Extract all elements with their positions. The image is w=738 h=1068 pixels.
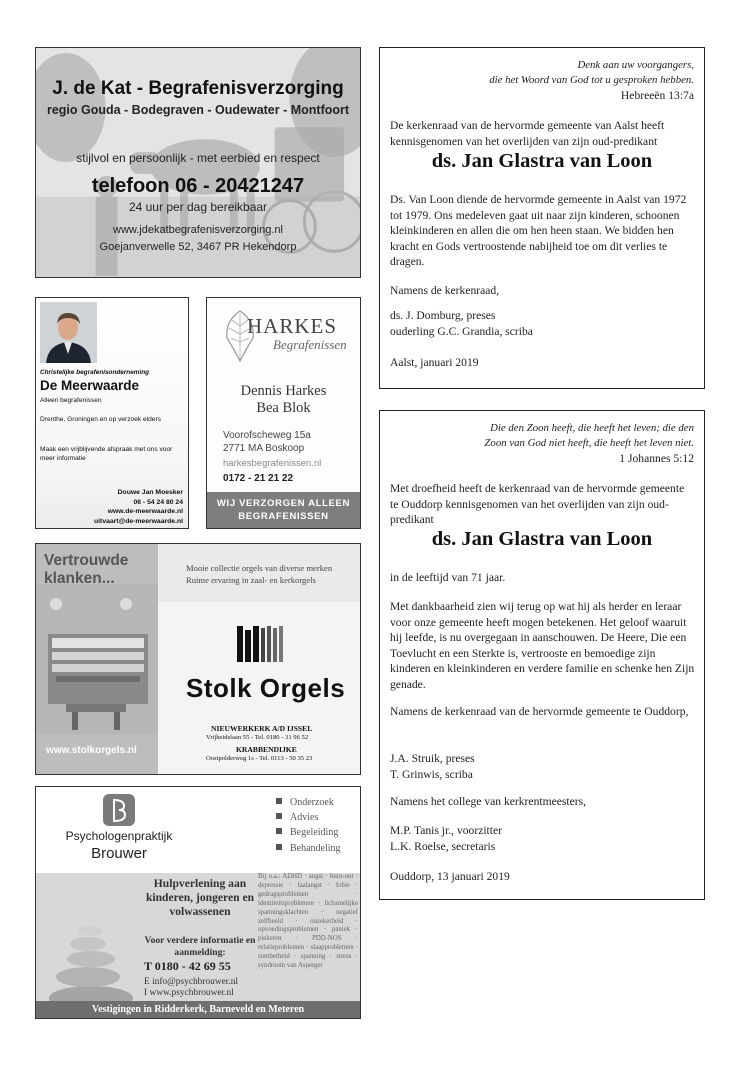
ad-brand-sub: Begrafenissen (273, 337, 347, 352)
notice-signatories (390, 823, 695, 854)
ad-footer-band (207, 492, 360, 528)
signatory: ds. J. Domburg, preses (390, 309, 496, 322)
ad-dekat-begrafenisverzorging (35, 47, 361, 278)
ad-location-2: KRABBENDIJKE (236, 745, 297, 754)
notice-intro: Met droefheid heeft de kerkenraad van de hervormde gemeente te Ouddorp kennisgenomen van het overlijden van zijn oud-predikant (390, 482, 685, 527)
ad-subtitle: Alleen begrafenissen (40, 397, 102, 404)
service-item: Onderzoek (276, 795, 341, 810)
contact-email: uitvaart@de-meerwaarde.nl (94, 517, 183, 525)
organ-image (36, 584, 158, 734)
band-line-2: BEGRAFENISSEN (238, 511, 329, 522)
verse-reference: Hebreeën 13:7a (620, 89, 694, 102)
signatory: M.P. Tanis jr., voorzitter (390, 824, 503, 837)
ad-website: I www.psychbrouwer.nl (144, 988, 234, 998)
ad-website: harkesbegrafenissen.nl (223, 458, 322, 469)
ad-psychologenpraktijk-brouwer (35, 786, 361, 1019)
contact-name: Douwe Jan Moesker (117, 489, 183, 496)
ad-service-region: Drenthe, Groningen en op verzoek elders (40, 416, 161, 423)
verse-reference: 1 Johannes 5:12 (619, 452, 694, 465)
verse-line: die het Woord van God tot u gesproken hebben. (489, 74, 694, 86)
ad-phone: T 0180 - 42 69 55 (144, 959, 231, 973)
notice-signoff: Namens het college van kerkrentmeesters, (390, 795, 587, 808)
notice-signoff: Namens de kerkenraad, (390, 284, 500, 297)
portrait-photo (40, 302, 97, 363)
headline-line-2: klanken... (44, 570, 115, 587)
practice-name-line-1: Psychologenpraktijk (65, 829, 173, 843)
ad-street: Voorofscheweg 15a (223, 430, 311, 441)
bible-verse (489, 58, 694, 88)
ad-headline: Hulpverlening aan kinderen, jongeren en volwassenen (145, 877, 255, 918)
notice-age: in de leeftijd van 71 jaar. (390, 571, 506, 584)
practice-logo-icon (102, 793, 136, 827)
ad-name-1: Dennis Harkes (240, 383, 327, 399)
death-notice-ouddorp (379, 410, 705, 900)
notice-place-date: Aalst, januari 2019 (390, 356, 479, 369)
verse-line: Denk aan uw voorgangers, (577, 59, 694, 71)
ad-address-2: Oostpolderweg 1s - Tel. 0113 - 50 35 23 (206, 755, 313, 762)
verse-line: Die den Zoon heeft, die heeft het leven; die den (490, 422, 694, 434)
ad-title: J. de Kat - Begrafenisverzorging (52, 78, 344, 99)
notice-place-date: Ouddorp, 13 januari 2019 (390, 870, 510, 883)
ad-availability: 24 uur per dag bereikbaar (128, 200, 268, 214)
notice-body: Met dankbaarheid zien wij terug op wat hij als herder en leraar voor onze gemeente heeft mogen betekenen. Het geloof waaruit hij leefde, is nu overgegaan in aanschouwen. De Heere, Die een Toevlucht en een Sterkte is, vertrooste en bemoedige zijn kinderen en kleinkinderen en verdere familie en schenke hen Zijn genade. (390, 600, 695, 691)
ad-city: 2771 MA Boskoop (223, 443, 305, 454)
band-line-1: WIJ VERZORGEN ALLEEN (216, 498, 351, 509)
ad-tagline: Christelijke begrafenisonderneming (40, 369, 150, 376)
bible-verse (484, 421, 694, 451)
ad-phone: 0172 - 21 21 22 (223, 473, 294, 484)
ad-top-band (158, 544, 361, 602)
verse-line: Zoon van God niet heeft, die heeft het leven niet. (484, 437, 694, 449)
ad-de-meerwaarde (35, 297, 189, 529)
ad-website: www.jdekatbegrafenisverzorging.nl (113, 224, 283, 236)
ad-slogan: stijlvol en persoonlijk - met eerbied en respect (76, 151, 320, 165)
signatory: L.K. Roelse, secretaris (390, 839, 496, 853)
ad-address-1: Vrijheidslaan 55 - Tel. 0180 - 31 96 52 (206, 734, 309, 741)
ad-symptoms-list: Bij o.a.: ADHD · angst · burn-out · depressie · faalangst · fobie · gedragsproblemen · identiteitsproblemen · lichamelijke spanningsklachten · negatief zelfbeeld · onzekerheid · opvoedingsproblemen · paniek · piekeren · PDD-NOS · relatieproblemen · slaapproblemen · somberheid · spanning · stress · syndroom van Asperger (258, 873, 358, 970)
ad-harkes-begrafenissen (206, 297, 361, 529)
signatory: T. Grinwis, scriba (390, 767, 473, 781)
death-notice-aalst (379, 47, 705, 389)
ad-contact-block (94, 488, 183, 526)
practice-name-line-2: Brouwer (91, 845, 147, 862)
deceased-name: ds. Jan Glastra van Loon (431, 528, 653, 550)
signatory: J.A. Struik, preses (390, 752, 475, 765)
ad-headline (44, 552, 128, 588)
organ-pipes-logo-icon (236, 624, 286, 662)
ad-address: Goejanverwelle 52, 3467 PR Hekendorp (99, 241, 297, 253)
service-item: Behandeling (276, 841, 341, 856)
contact-phone: 06 - 54 24 80 24 (133, 498, 183, 506)
notice-signatories (390, 751, 695, 782)
ad-region: regio Gouda - Bodegraven - Oudewater - Montfoort (46, 103, 350, 117)
ad-brand: HARKES (247, 314, 338, 338)
ad-location-1: NIEUWERKERK A/D IJSSEL (211, 724, 313, 733)
notice-intro: De kerkenraad van de hervormde gemeente van Aalst heeft kennisgenomen van het overlijden van zijn oud-predikant (390, 119, 665, 148)
ad-phone: telefoon 06 - 20421247 (91, 175, 305, 197)
ad-line-2: Ruime ervaring in zaal- en kerkorgels (186, 575, 316, 585)
ad-company-name: De Meerwaarde (40, 378, 140, 393)
notice-signoff: Namens de kerkenraad van de hervormde gemeente te Ouddorp, (390, 705, 689, 718)
signatory: ouderling G.C. Grandia, scriba (390, 324, 533, 338)
ad-stolk-orgels (35, 543, 361, 775)
service-item: Begeleiding (276, 825, 341, 840)
headline-line-1: Vertrouwde (44, 552, 129, 569)
ad-info-text: Voor verdere informatie en aanmelding: (144, 935, 256, 958)
ad-website: www.stolkorgels.nl (46, 745, 137, 756)
notice-body: Ds. Van Loon diende de hervormde gemeente in Aalst van 1972 tot 1979. Ons medeleven gaat uit naar zijn kinderen, schoonen kleinkinderen en allen die om hen heen staan. We bidden hen kracht en Gods vertroostende nabijheid toe om dit verlies te dragen. (390, 193, 687, 269)
service-item: Advies (276, 810, 341, 825)
ad-line-1: Mooie collectie orgels van diverse merken (186, 563, 333, 573)
notice-signatories (390, 308, 695, 339)
ad-brand: Stolk Orgels (186, 673, 346, 703)
services-list (276, 795, 341, 856)
ad-name-2: Bea Blok (256, 400, 311, 416)
deceased-name: ds. Jan Glastra van Loon (431, 150, 653, 172)
ad-appointment-text: Maak een vrijblijvende afspraak met ons voor meer informatie (40, 446, 173, 462)
ad-footer-band: Vestigingen in Ridderkerk, Barneveld en Meteren (36, 1001, 360, 1018)
ad-logo (54, 793, 184, 861)
ad-email: E info@psychbrouwer.nl (144, 977, 239, 987)
contact-website: www.de-meerwaarde.nl (107, 508, 183, 515)
